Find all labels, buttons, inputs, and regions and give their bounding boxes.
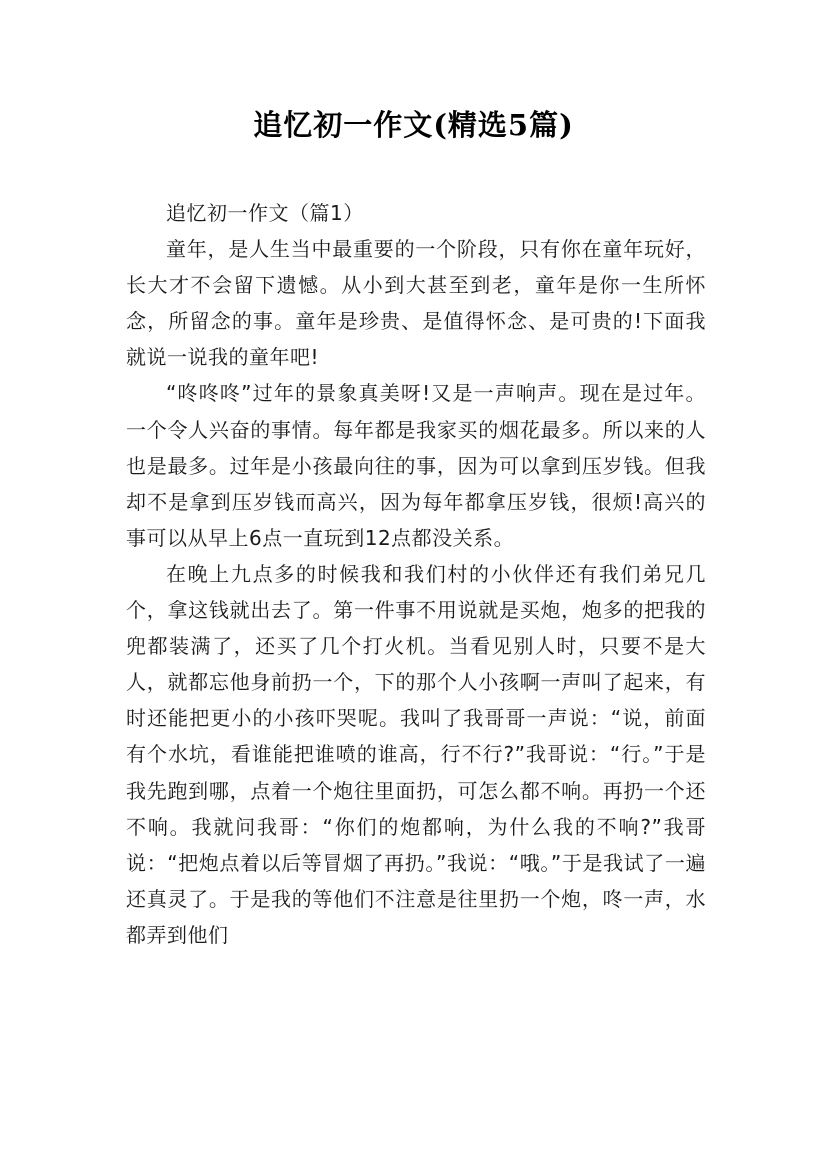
document-body [126, 195, 706, 953]
paragraph: “咚咚咚”过年的景象真美呀!又是一声响声。现在是过年。一个令人兴奋的事情。每年都是我家买的烟花最多。所以来的人也是最多。过年是小孩最向往的事，因为可以拿到压岁钱。但我却不是拿到压岁钱而高兴，因为每年都拿压岁钱，很烦!高兴的事可以从早上6点一直玩到12点都没关系。 [126, 381, 706, 550]
paragraph: 童年，是人生当中最重要的一个阶段，只有你在童年玩好，长大才不会留下遗憾。从小到大甚至到老，童年是你一生所怀念，所留念的事。童年是珍贵、是值得怀念、是可贵的!下面我就说一说我的童年吧! [126, 237, 706, 370]
document-title: 追忆初一作文(精选5篇) [253, 108, 574, 142]
paragraph: 在晚上九点多的时候我和我们村的小伙伴还有我们弟兄几个，拿这钱就出去了。第一件事不用说就是买炮，炮多的把我的兜都装满了，还买了几个打火机。当看见别人时，只要不是大人，就都忘他身前扔一个，下的那个人小孩啊一声叫了起来，有时还能把更小的小孩吓哭呢。我叫了我哥哥一声说：“说，前面有个水坑，看谁能把谁喷的谁高，行不行?”我哥说：“行。”于是我先跑到哪，点着一个炮往里面扔，可怎么都不响。再扔一个还不响。我就问我哥：“你们的炮都响，为什么我的不响?”我哥说：“把炮点着以后等冒烟了再扔。”我说：“哦。”于是我试了一遍还真灵了。于是我的等他们不注意是往里扔一个炮，咚一声，水都弄到他们 [126, 561, 706, 947]
section-heading: 追忆初一作文（篇1） [166, 201, 364, 225]
